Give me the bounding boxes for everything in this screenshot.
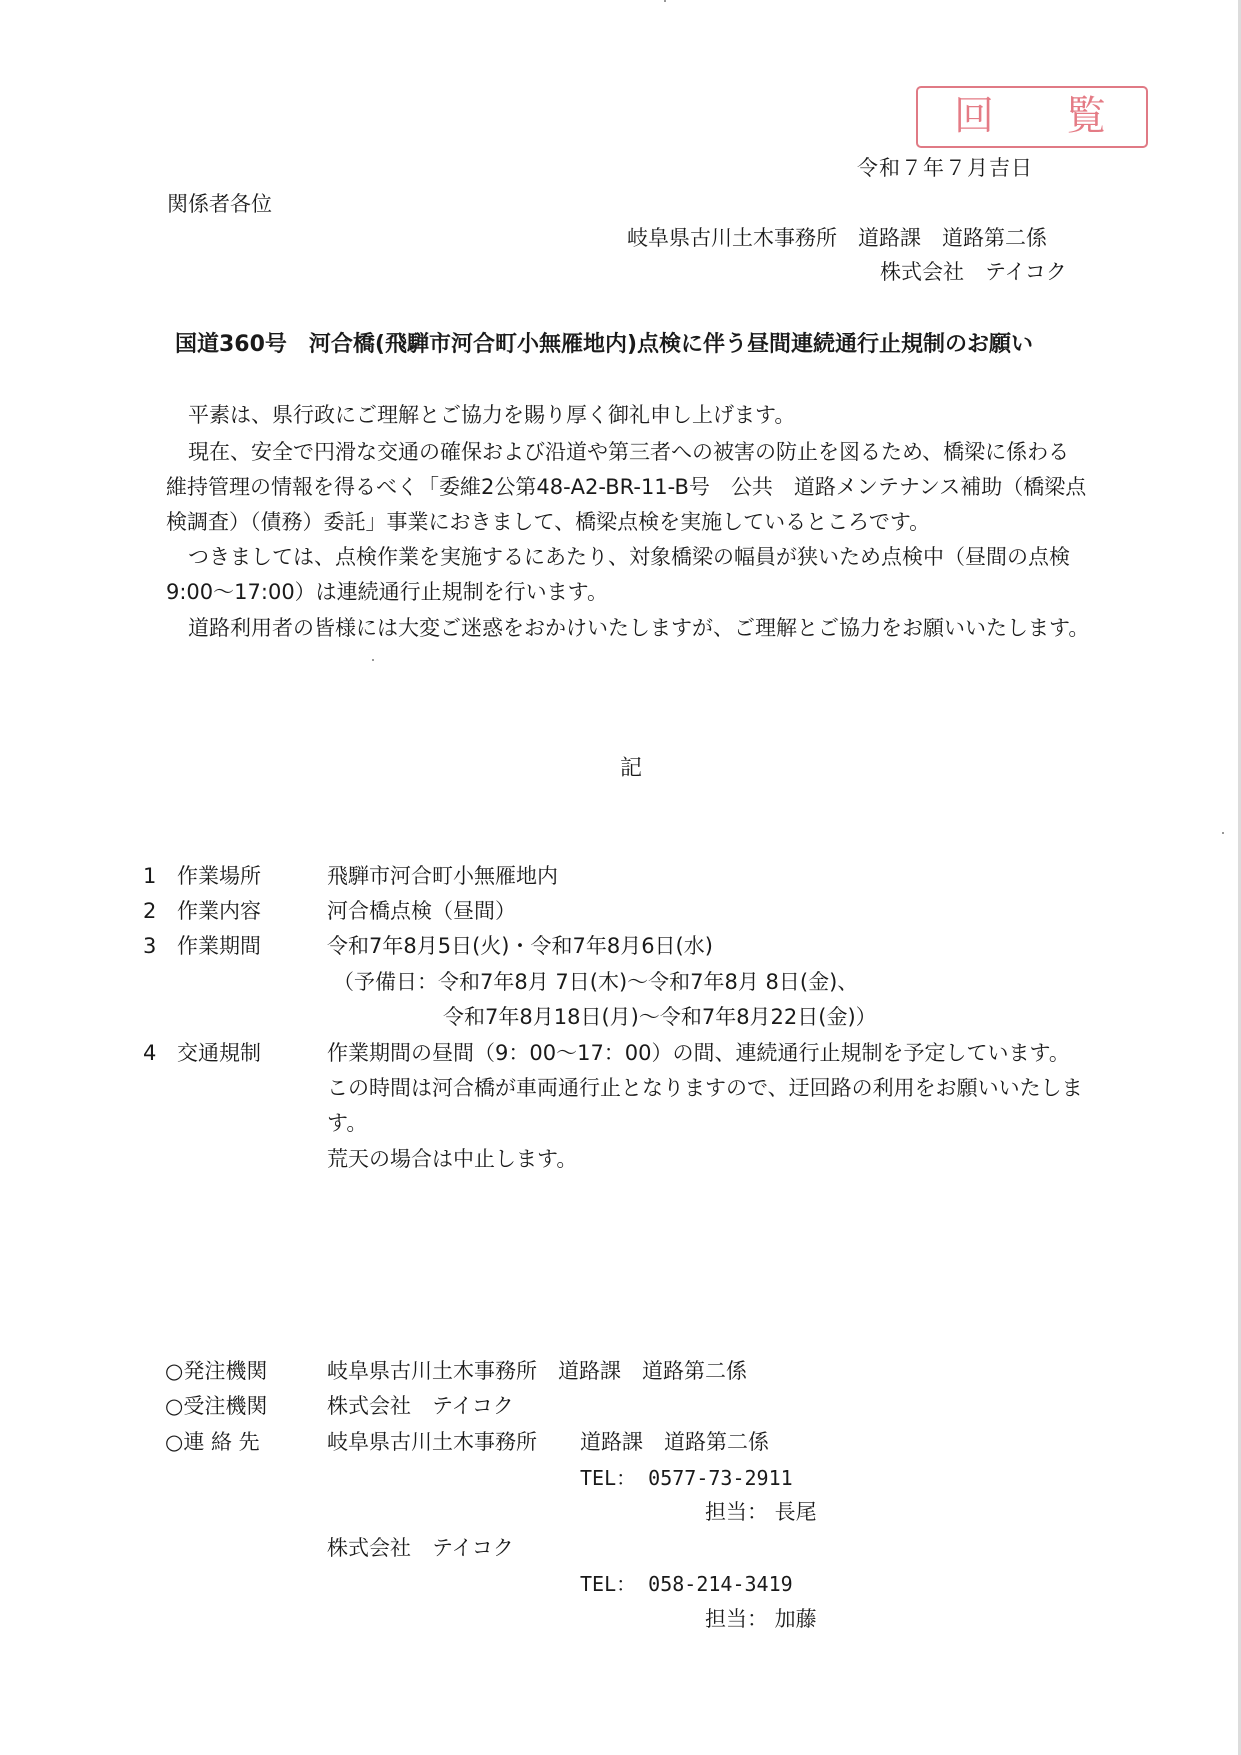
scan-speck (664, 0, 666, 2)
circulation-stamp (916, 86, 1148, 148)
body-line: 9:00～17:00）は連続通行止規制を行います。 (166, 580, 608, 604)
body-line: 維持管理の情報を得るべく「委維2公第48-A2-BR-11-B号 公共 道路メンテナンス補助（橋梁点 (166, 475, 1087, 499)
stamp-char-2: 覧 (1066, 93, 1106, 139)
item-value: 作業期間の昼間（9：00～17：00）の間、連続通行止規制を予定しています。 (327, 1041, 1070, 1065)
item-value: この時間は河合橋が車両通行止となりますので、迂回路の利用をお願いいたしま (327, 1076, 1083, 1100)
orderer-label: ○発注機関 (165, 1359, 268, 1383)
document-date: 令和７年７月吉日 (857, 156, 1033, 180)
item-value: 飛騨市河合町小無雁地内 (327, 864, 558, 888)
contact1-org: 岐阜県古川土木事務所 (327, 1430, 537, 1454)
contractor-value: 株式会社 テイコク (327, 1394, 514, 1418)
body-line: 道路利用者の皆様には大変ご迷惑をおかけいたしますが、ご理解とご協力をお願いいたします。 (188, 616, 1090, 640)
contact2-person: 担当： 加藤 (705, 1607, 817, 1631)
sender-company: 株式会社 テイコク (880, 260, 1067, 284)
item-label: 作業場所 (177, 864, 261, 888)
page-title: 国道360号 河合橋(飛騨市河合町小無雁地内)点検に伴う昼間連続通行止規制のお願い (175, 332, 1034, 357)
contact2-org: 株式会社 テイコク (327, 1536, 514, 1560)
recipient: 関係者各位 (167, 192, 272, 216)
body-line: つきましては、点検作業を実施するにあたり、対象橋梁の幅員が狭いため点検中（昼間の点検 (188, 545, 1070, 569)
item-value: す。 (327, 1111, 368, 1135)
item-number: 4 (143, 1041, 157, 1065)
contact1-dept: 道路課 道路第二係 (580, 1430, 769, 1454)
item-number: 3 (143, 934, 157, 958)
orderer-value: 岐阜県古川土木事務所 道路課 道路第二係 (327, 1359, 747, 1383)
contractor-label: ○受注機関 (165, 1394, 268, 1418)
scan-speck (1222, 832, 1224, 834)
item-value: 令和7年8月5日(火)・令和7年8月6日(水) (327, 934, 713, 958)
item-number: 1 (143, 864, 157, 888)
body-line: 検調査）（債務）委託」事業におきまして、橋梁点検を実施しているところです。 (166, 510, 931, 534)
item-label: 作業期間 (177, 934, 261, 958)
item-number: 2 (143, 899, 157, 923)
item-label: 交通規制 (177, 1041, 261, 1065)
scan-speck (372, 659, 374, 661)
item-value: 令和7年8月18日(月)～令和7年8月22日(金)） (443, 1005, 877, 1029)
contact1-person: 担当： 長尾 (705, 1500, 817, 1524)
ki-heading: 記 (620, 756, 643, 781)
body-line: 現在、安全で円滑な交通の確保および沿道や第三者への被害の防止を図るため、橋梁に係わる (188, 440, 1070, 464)
stamp-char-1: 回 (954, 93, 994, 139)
sender-office: 岐阜県古川土木事務所 道路課 道路第二係 (627, 226, 1047, 250)
contact2-tel: TEL： 058-214-3419 (580, 1572, 793, 1596)
item-value: 荒天の場合は中止します。 (327, 1147, 578, 1171)
contact1-tel: TEL： 0577-73-2911 (580, 1466, 793, 1490)
body-line: 平素は、県行政にご理解とご協力を賜り厚く御礼申し上げます。 (188, 403, 796, 427)
item-value: （予備日：令和7年8月 7日(木)～令和7年8月 8日(金)、 (333, 970, 859, 994)
item-value: 河合橋点検（昼間） (327, 899, 516, 923)
item-label: 作業内容 (177, 899, 261, 923)
contact-label: ○連 絡 先 (165, 1430, 260, 1454)
